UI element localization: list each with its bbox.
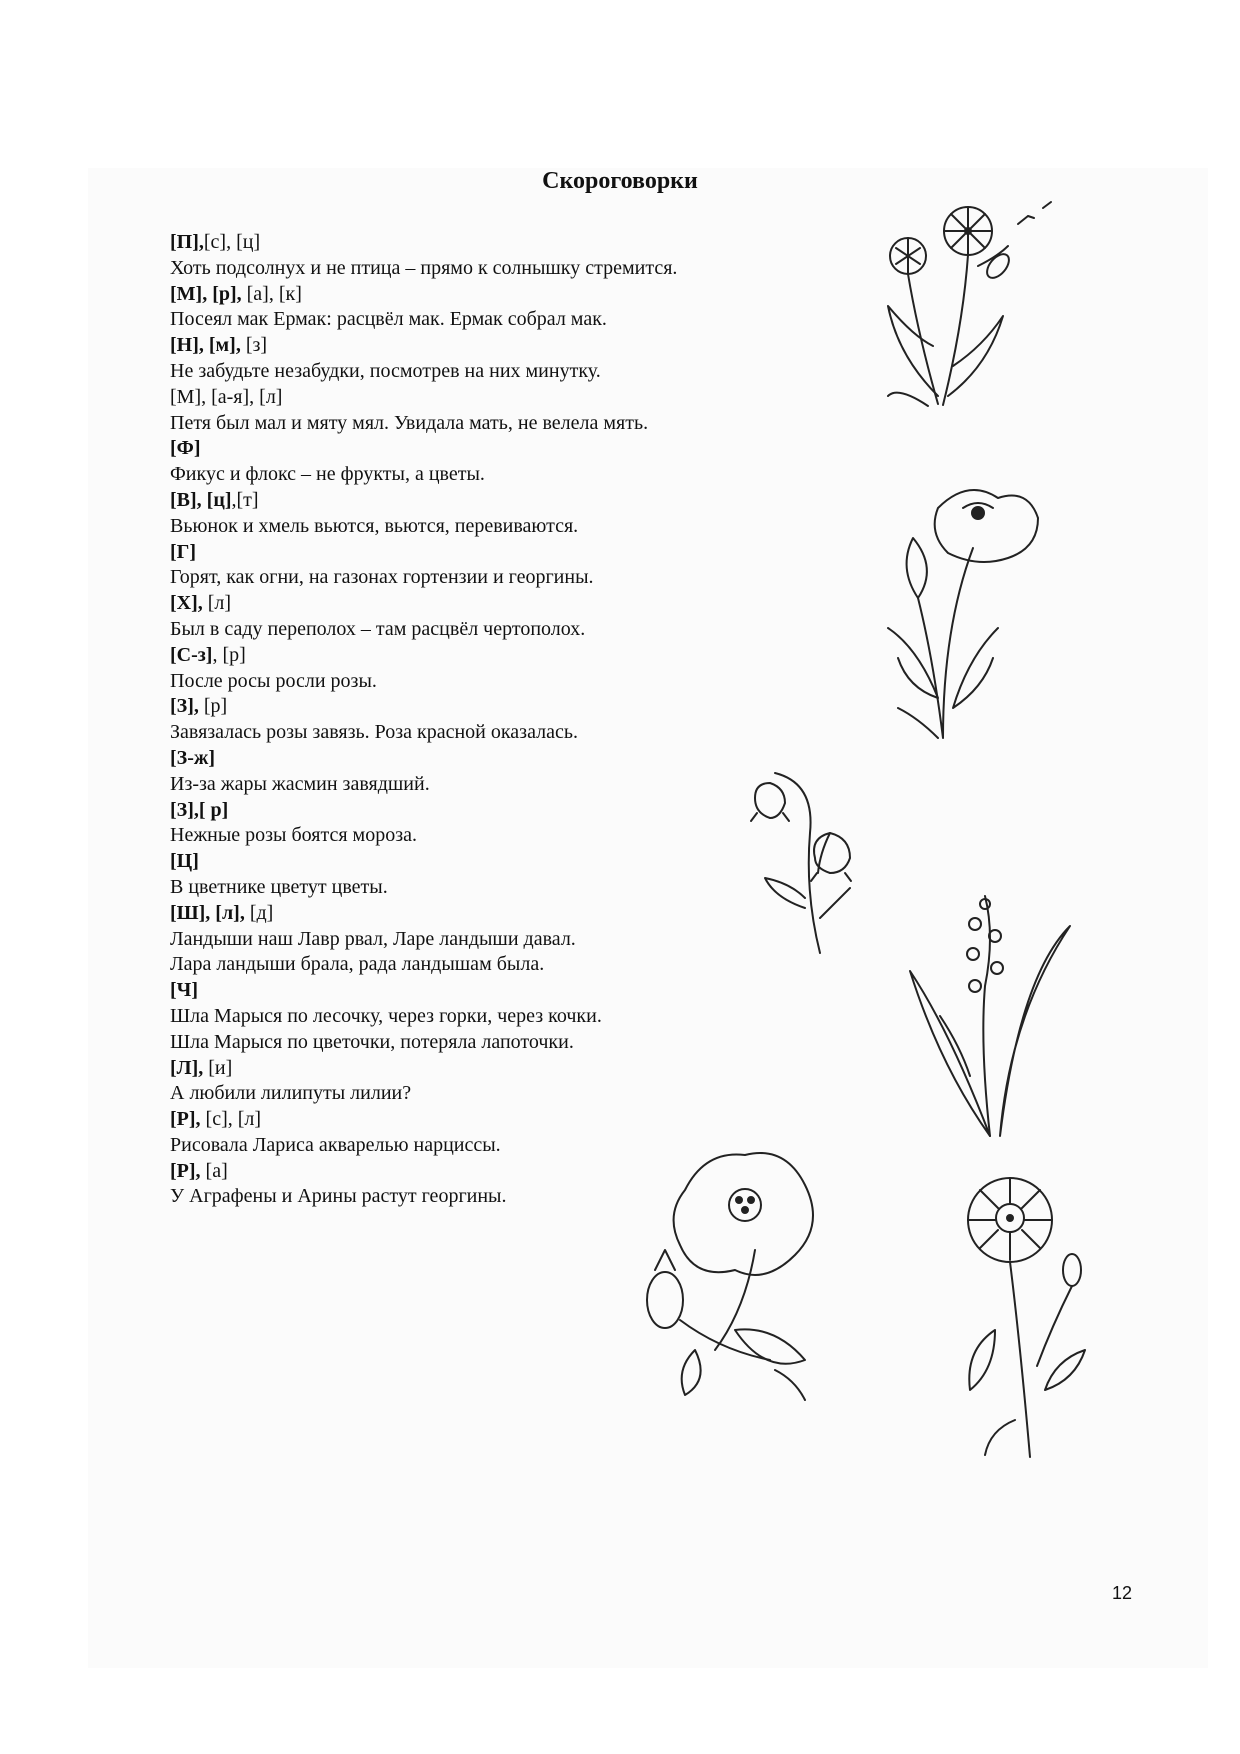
line-text: ,[т] [231, 488, 259, 511]
lily-of-the-valley-drawing [905, 886, 1075, 1141]
text-line [170, 488, 930, 514]
text-line [170, 411, 930, 437]
text-line [170, 385, 930, 411]
sound-label: [В], [ц] [170, 488, 232, 511]
line-text: [М], [а-я], [л] [170, 385, 283, 408]
line-text: Не забудьте незабудки, посмотрев на них минутку. [170, 359, 601, 382]
line-text: , [р] [212, 643, 246, 666]
text-line [170, 669, 930, 695]
sound-label: [Х], [170, 592, 203, 615]
text-line [170, 359, 930, 385]
sound-label: [П], [170, 231, 204, 253]
line-text: [д] [244, 901, 274, 924]
line-text: Завязалась розы завязь. Роза красной оказалась. [170, 721, 578, 744]
line-text: После росы росли розы. [170, 669, 377, 692]
line-text: [а], [к] [241, 282, 302, 305]
line-text: В цветнике цветут цветы. [170, 875, 388, 898]
text-line [170, 1056, 930, 1082]
poppy-drawing [878, 478, 1048, 750]
text-line [170, 591, 930, 617]
page-number: 12 [1111, 1583, 1132, 1603]
line-text: Посеял мак Ермак: расцвёл мак. Ермак собрал мак. [170, 308, 607, 331]
sound-label: [Ш], [л], [170, 901, 245, 924]
wild-rose-drawing [635, 1140, 830, 1402]
sound-label: [Г] [170, 540, 197, 563]
line-text: [з] [240, 334, 268, 357]
line-text: Лара ландыши брала, рада ландышам была. [170, 953, 545, 976]
page-title: Скороговорки [542, 168, 698, 194]
text-line [170, 282, 930, 308]
text-line [170, 1030, 930, 1056]
line-text: Шла Марыся по цветочки, потеряла лапоточки. [170, 1030, 574, 1053]
text-line [170, 617, 930, 643]
line-text: Фикус и флокс – не фрукты, а цветы. [170, 463, 485, 486]
line-text: Шла Марыся по лесочку, через горки, через кочки. [170, 1004, 602, 1027]
sound-label: [З], [170, 695, 199, 718]
line-text: Ландыши наш Лавр рвал, Ларе ландыши давал. [170, 927, 576, 950]
line-text: [с], [ц] [203, 231, 261, 253]
line-text: [с], [л] [200, 1108, 262, 1131]
sound-label: [Ц] [170, 850, 199, 873]
text-line [170, 333, 930, 359]
sound-label: [Р], [170, 1159, 201, 1182]
line-text: [и] [203, 1056, 233, 1079]
sound-label: [Л], [170, 1056, 204, 1079]
dandelion-drawing [868, 196, 1054, 414]
line-text: У Аграфены и Арины растут георгины. [170, 1185, 507, 1208]
sound-label: [Р], [170, 1108, 201, 1131]
line-text: [л] [202, 592, 232, 615]
line-text: Горят, как огни, на газонах гортензии и георгины. [170, 566, 594, 589]
line-text: А любили лилипуты лилии? [170, 1082, 412, 1105]
tongue-twister-list [170, 230, 930, 1210]
text-line [170, 1004, 930, 1030]
sound-label: [Ч] [170, 979, 198, 1002]
text-line [170, 462, 930, 488]
text-line [170, 720, 930, 746]
text-line [170, 230, 930, 256]
sound-label: [Ф] [170, 437, 201, 460]
text-line [170, 256, 930, 282]
text-line [170, 540, 930, 566]
line-text: Был в саду переполох – там расцвёл чертополох. [170, 617, 586, 640]
line-text: Петя был мал и мяту мял. Увидала мать, не велела мять. [170, 411, 649, 434]
text-line [170, 1107, 930, 1133]
sound-label: [М], [р], [170, 282, 242, 305]
line-text: Нежные розы боятся мороза. [170, 824, 417, 847]
sound-label: [С-з] [170, 643, 213, 666]
bellflower-drawing [735, 768, 870, 958]
text-line [170, 694, 930, 720]
sound-label: [Н], [м], [170, 334, 241, 357]
line-text: [а] [200, 1159, 228, 1182]
text-line [170, 436, 930, 462]
text-line [170, 307, 930, 333]
text-line [170, 978, 930, 1004]
line-text: Хоть подсолнух и не птица – прямо к солнышку стремится. [170, 256, 678, 279]
line-text: [р] [198, 695, 228, 718]
sound-label: [З],[ р] [170, 798, 229, 821]
text-line [170, 643, 930, 669]
text-line [170, 1081, 930, 1107]
sound-label: [З-ж] [170, 746, 216, 769]
line-text: Вьюнок и хмель вьются, вьются, перевиваются. [170, 514, 579, 537]
line-text: Рисовала Лариса акварелью нарциссы. [170, 1133, 501, 1156]
text-line [170, 565, 930, 591]
line-text: Из-за жары жасмин завядший. [170, 772, 430, 795]
daisy-drawing [955, 1170, 1095, 1462]
text-line [170, 514, 930, 540]
